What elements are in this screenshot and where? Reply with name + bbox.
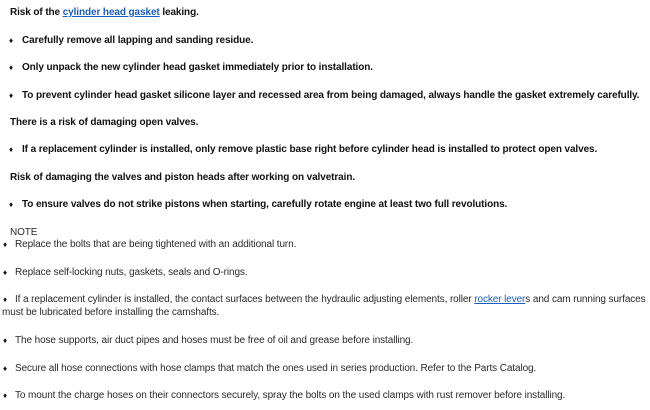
note-item-2: Replace self-locking nuts, gaskets, seals and O-rings. <box>15 267 248 278</box>
warning-gasket-item-1: Carefully remove all lapping and sanding residue. <box>22 35 254 46</box>
note-item-4: The hose supports, air duct pipes and hoses must be free of oil and grease before installing. <box>15 335 414 346</box>
warning-gasket-title <box>10 6 199 19</box>
note-item-3-suffix: s and cam running surfaces must be lubricated before installing the camshafts. <box>2 294 646 318</box>
bullet-icon: ♦ <box>9 91 14 100</box>
note-item-3 <box>2 293 650 319</box>
warning-open-valves-title: There is a risk of damaging open valves. <box>10 117 199 128</box>
warning-valvetrain-title: Risk of damaging the valves and piston heads after working on valvetrain. <box>10 172 356 183</box>
cylinder-head-gasket-link[interactable]: cylinder head gasket <box>62 7 160 18</box>
bullet-icon: ♦ <box>3 295 8 304</box>
bullet-icon: ♦ <box>3 391 8 400</box>
bullet-icon: ♦ <box>3 364 8 373</box>
bullet-icon: ♦ <box>3 268 8 277</box>
bullet-icon: ♦ <box>9 200 14 209</box>
note-item-3-prefix: If a replacement cylinder is installed, the contact surfaces between the hydraulic adjusting elements, roller <box>15 294 475 305</box>
rocker-lever-link[interactable]: rocker lever <box>474 294 526 305</box>
warning-gasket-prefix: Risk of the <box>10 7 63 18</box>
note-item-5: Secure all hose connections with hose clamps that match the ones used in series production. Refer to the Parts Catalog. <box>15 363 537 374</box>
bullet-icon: ♦ <box>9 145 14 154</box>
warning-gasket-item-3: To prevent cylinder head gasket silicone layer and recessed area from being damaged, always handle the gasket extremely carefully. <box>22 90 640 101</box>
warning-gasket-item-2: Only unpack the new cylinder head gasket immediately prior to installation. <box>22 62 373 73</box>
bullet-icon: ♦ <box>3 336 8 345</box>
warning-open-valves-item-1: If a replacement cylinder is installed, only remove plastic base right before cylinder head is installed to protect open valves. <box>22 144 598 155</box>
warning-gasket-suffix: leaking. <box>159 7 199 18</box>
note-item-6: To mount the charge hoses on their connectors securely, spray the bolts on the used clamps with rust remover before installing. <box>15 390 566 401</box>
bullet-icon: ♦ <box>9 63 14 72</box>
note-item-1: Replace the bolts that are being tightened with an additional turn. <box>15 239 297 250</box>
bullet-icon: ♦ <box>3 240 8 249</box>
warning-valvetrain-item-1: To ensure valves do not strike pistons when starting, carefully rotate engine at least two full revolutions. <box>22 199 508 210</box>
note-title: NOTE <box>10 227 38 238</box>
bullet-icon: ♦ <box>9 36 14 45</box>
